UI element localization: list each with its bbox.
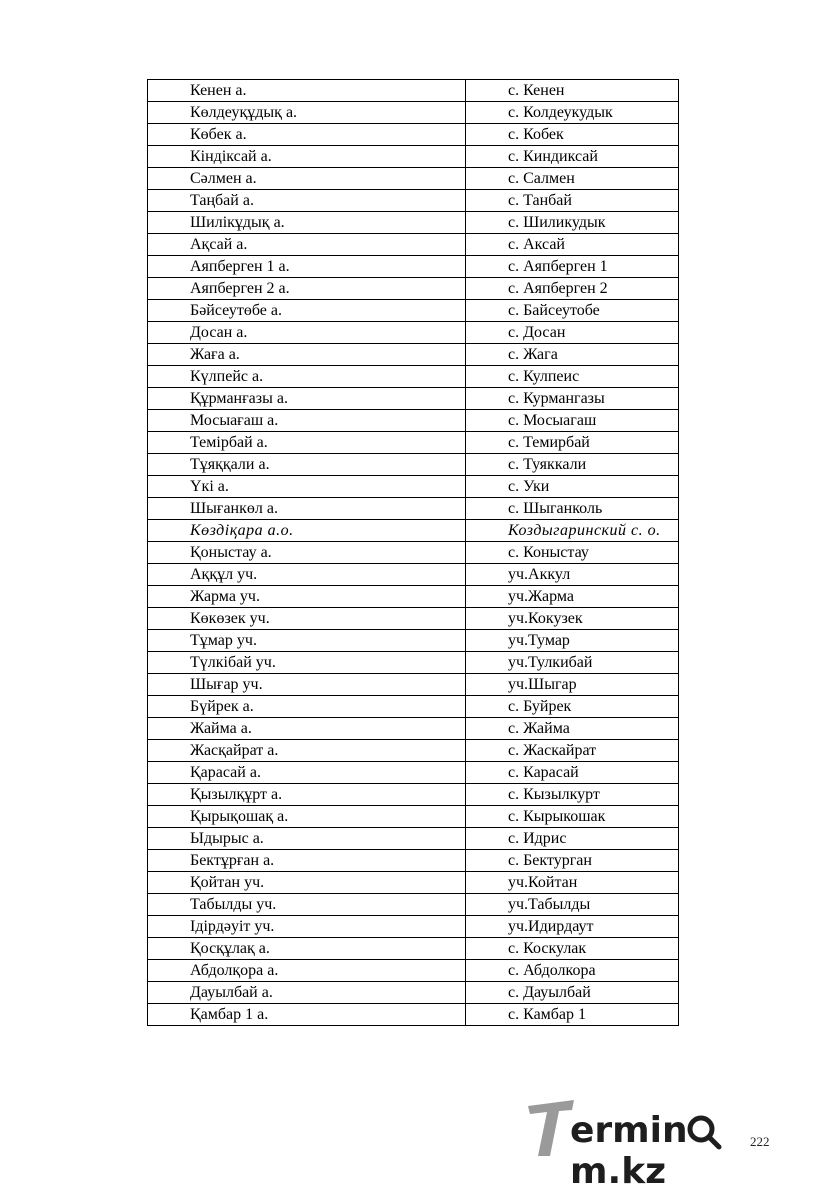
kazakh-name-cell: Тұяққали а. [148,454,466,476]
logo-wordmark: erminm.kz [570,1110,688,1192]
kazakh-name-cell: Қызылқұрт а. [148,784,466,806]
kazakh-name-cell: Таңбай а. [148,190,466,212]
kazakh-name-cell: Кенен а. [148,80,466,102]
kazakh-name-cell: Ақсай а. [148,234,466,256]
table-body [148,80,679,1026]
kazakh-name-cell: Көкөзек уч. [148,608,466,630]
kazakh-name-cell: Аяпберген 1 а. [148,256,466,278]
kazakh-name-cell: Бектұрған а. [148,850,466,872]
russian-name-cell: с. Камбар 1 [466,1004,679,1026]
kazakh-name-cell: Күлпейс а. [148,366,466,388]
table-row [148,652,679,674]
kazakh-name-cell: Үкі а. [148,476,466,498]
kazakh-name-cell: Бәйсеутөбе а. [148,300,466,322]
kazakh-name-cell: Жасқайрат а. [148,740,466,762]
table-row [148,938,679,960]
kazakh-name-cell: Қамбар 1 а. [148,1004,466,1026]
russian-name-cell: с. Буйрек [466,696,679,718]
table-row [148,300,679,322]
kazakh-name-cell: Шилікұдық а. [148,212,466,234]
table-row [148,696,679,718]
russian-name-cell: с. Коныстау [466,542,679,564]
table-row [148,586,679,608]
russian-name-cell: с. Колдеукудык [466,102,679,124]
table-row [148,872,679,894]
kazakh-name-cell: Көбек а. [148,124,466,146]
russian-name-cell: с. Темирбай [466,432,679,454]
table-row [148,476,679,498]
kazakh-name-cell: Көлдеуқұдық а. [148,102,466,124]
kazakh-name-cell: Аяпберген 2 а. [148,278,466,300]
kazakh-name-cell: Кіндіксай а. [148,146,466,168]
table-row [148,278,679,300]
russian-name-cell: с. Аксай [466,234,679,256]
table-row [148,718,679,740]
table-row [148,454,679,476]
table-row [148,564,679,586]
kazakh-name-cell: Досан а. [148,322,466,344]
table-row [148,102,679,124]
kazakh-name-cell: Дауылбай а. [148,982,466,1004]
table-row [148,982,679,1004]
russian-name-cell: с. Карасай [466,762,679,784]
place-names-table [147,79,679,1026]
table-row [148,762,679,784]
kazakh-name-cell: Қойтан уч. [148,872,466,894]
russian-name-cell: с. Шыганколь [466,498,679,520]
russian-name-cell: с. Уки [466,476,679,498]
table-row [148,190,679,212]
russian-name-cell: с. Кулпеис [466,366,679,388]
magnifier-icon [686,1114,722,1150]
kazakh-name-cell: Жаға а. [148,344,466,366]
russian-name-cell: уч.Жарма [466,586,679,608]
russian-name-cell: уч.Табылды [466,894,679,916]
table-row [148,234,679,256]
russian-name-cell: с. Шиликудык [466,212,679,234]
table-row [148,212,679,234]
russian-name-cell: с. Киндиксай [466,146,679,168]
table-row [148,608,679,630]
table-row [148,256,679,278]
russian-name-cell: с. Бектурган [466,850,679,872]
table-row [148,520,679,542]
page-number: 222 [750,1134,770,1149]
russian-name-cell: с. Аяпберген 2 [466,278,679,300]
russian-name-cell: с. Жаскайрат [466,740,679,762]
kazakh-name-cell: Мосыағаш а. [148,410,466,432]
russian-name-cell: с. Дауылбай [466,982,679,1004]
kazakh-name-cell: Жарма уч. [148,586,466,608]
table-row [148,410,679,432]
russian-name-cell: с. Коскулак [466,938,679,960]
table-row [148,894,679,916]
table-row [148,388,679,410]
kazakh-name-cell: Шығанкөл а. [148,498,466,520]
table-row [148,740,679,762]
table-row [148,168,679,190]
russian-name-cell: уч.Шыгар [466,674,679,696]
russian-name-cell: с. Курмангазы [466,388,679,410]
kazakh-name-cell: Тұмар уч. [148,630,466,652]
russian-name-cell: с. Кенен [466,80,679,102]
kazakh-name-cell: Қосқұлақ а. [148,938,466,960]
kazakh-name-cell: Жайма а. [148,718,466,740]
russian-name-cell: с. Кырыкошак [466,806,679,828]
table-row [148,498,679,520]
table-row [148,674,679,696]
kazakh-name-cell: Аққұл уч. [148,564,466,586]
table-row [148,1004,679,1026]
kazakh-name-cell: Қырықошақ а. [148,806,466,828]
russian-name-cell: с. Байсеутобе [466,300,679,322]
russian-name-cell: с. Салмен [466,168,679,190]
table-row [148,850,679,872]
russian-name-cell: уч.Кокузек [466,608,679,630]
kazakh-name-cell: Қарасай а. [148,762,466,784]
kazakh-name-cell: Қоныстау а. [148,542,466,564]
russian-name-cell: с. Кызылкурт [466,784,679,806]
russian-name-cell: с. Идрис [466,828,679,850]
russian-name-cell: уч.Идирдаут [466,916,679,938]
kazakh-name-cell: Табылды уч. [148,894,466,916]
kazakh-name-cell: Шығар уч. [148,674,466,696]
russian-name-cell: с. Аяпберген 1 [466,256,679,278]
kazakh-name-cell: Көздіқара а.о. [148,520,466,542]
table-row [148,784,679,806]
table-row [148,432,679,454]
russian-name-cell: с. Жайма [466,718,679,740]
kazakh-name-cell: Абдолқора а. [148,960,466,982]
russian-name-cell: с. Досан [466,322,679,344]
russian-name-cell: с. Абдолкора [466,960,679,982]
table-row [148,542,679,564]
russian-name-cell: с. Жага [466,344,679,366]
termincom-logo [528,1098,818,1192]
russian-name-cell: с. Танбай [466,190,679,212]
russian-name-cell: Коздыгаринский с. о. [466,520,679,542]
table-row [148,146,679,168]
table-row [148,80,679,102]
russian-name-cell: уч.Аккул [466,564,679,586]
logo-t-icon [528,1100,576,1156]
table-row [148,124,679,146]
kazakh-name-cell: Темірбай а. [148,432,466,454]
table-row [148,916,679,938]
russian-name-cell: с. Туяккали [466,454,679,476]
kazakh-name-cell: Ідірдәуіт уч. [148,916,466,938]
table-row [148,960,679,982]
table-row [148,344,679,366]
kazakh-name-cell: Құрманғазы а. [148,388,466,410]
kazakh-name-cell: Бүйрек а. [148,696,466,718]
kazakh-name-cell: Түлкібай уч. [148,652,466,674]
russian-name-cell: уч.Тулкибай [466,652,679,674]
kazakh-name-cell: Ыдырыс а. [148,828,466,850]
russian-name-cell: уч.Тумар [466,630,679,652]
russian-name-cell: с. Кобек [466,124,679,146]
table-row [148,806,679,828]
table-row [148,366,679,388]
table-row [148,630,679,652]
table-row [148,322,679,344]
kazakh-name-cell: Сәлмен а. [148,168,466,190]
russian-name-cell: с. Мосыагаш [466,410,679,432]
table-row [148,828,679,850]
russian-name-cell: уч.Койтан [466,872,679,894]
